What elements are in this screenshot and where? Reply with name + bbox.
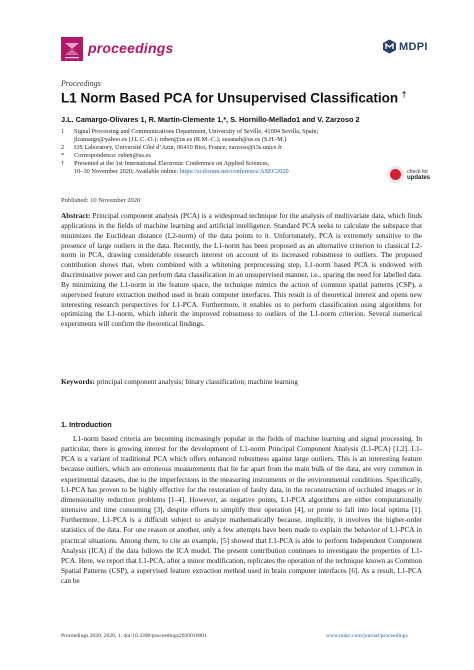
keywords-label: Keywords: [61, 378, 95, 386]
affiliation-emails: jlcamargo@yahoo.es (J.L.C.-O.); ruben@us.es (R.M.-C.); susanah@us.es (S.H.-M.) [74, 136, 287, 143]
affiliation-marker: 2 [61, 144, 65, 151]
affiliation-marker: 1 [61, 128, 65, 135]
abstract-label: Abstract: [61, 212, 91, 220]
published-date: Published: 10 November 2020 [61, 197, 141, 204]
badge-line-2: updates [407, 174, 431, 181]
affiliation-text: Signal Processing and Communications Department, University of Seville, 41004 Sevilla, Spain; [74, 128, 319, 135]
paper-title [61, 90, 406, 106]
paper-title-text: L1 Norm Based PCA for Unsupervised Classification [61, 90, 399, 106]
abstract-text: Principal component analysis (PCA) is a widespread technique for the analysis of multivariate data, which finds applications in the fields of machine learning and artificial intelligence. Standard PCA seeks to calculate the subspace that minimizes the Euclidean distance (L2-norm) of the data points to it. Unfortunately, PCA is extremely sensitive to the presence of large outliers in the data. Recently, the L1-norm has been proposed as an alternative criterion to classical L2-norm in PCA, drawing considerable research interest on account of its increased robustness to outliers. The proposed contribution shows that, when combined with a whitening preprocessing step, L1-norm based PCA is endowed with discriminative power and can perform data classification in an unsupervised manner, i.e., sparing the need for labelled data. By minimizing the L1-norm in the feature space, the technique mimics the action of common spatial patterns (CSP), a supervised feature extraction method used in brain computer interfaces. This result is of theoretical interest and opens new interesting research perspectives for L1-PCA. Furthermore, it enables us to perform classification using algorithms for optimizing the L1-norm, which inherit the improved robustness to outliers of the L1-norm criterion. Several numerical experiments will confirm the theoretical findings. [61, 212, 423, 329]
footer-journal-link[interactable]: www.mdpi.com/journal/proceedings [326, 633, 408, 639]
check-updates-icon [387, 166, 404, 183]
affiliation-text: I3S Laboratory, Université Côté d’Azur, 06410 Biot, France; zarzoso@i3s.unice.fr [74, 144, 283, 151]
journal-kicker: Proceedings [61, 79, 101, 88]
affiliation-marker: † [61, 160, 65, 167]
publisher-name: MDPI [399, 40, 428, 53]
badge-line-1: check for [407, 168, 429, 175]
check-for-updates-badge[interactable] [387, 166, 430, 183]
proceedings-logo-icon [61, 37, 83, 61]
journal-brand: proceedings [88, 40, 174, 56]
section-heading: 1. Introduction [61, 420, 112, 429]
author-list: J.L. Camargo-Olivares 1, R. Martín-Clemente 1,*, S. Hornillo-Mellado1 and V. Zarzoso 2 [61, 115, 360, 124]
affiliation-marker: * [61, 152, 65, 159]
title-dagger: † [401, 90, 407, 99]
conference-link[interactable]: https://sciforum.net/conference/ASEC2020 [179, 168, 289, 175]
abstract [61, 212, 422, 330]
mdpi-mark-icon [382, 39, 397, 54]
publisher-logo [382, 39, 428, 54]
keywords [61, 378, 298, 386]
keywords-text: principal component analysis; binary classification; machine learning [96, 378, 298, 386]
availability-text: 10–30 November 2020; Available online: [74, 168, 180, 175]
badge-label [407, 169, 430, 181]
conference-note-text: Presented at the 1st International Electronic Conference on Applied Sciences, [74, 160, 270, 167]
footer-citation: Proceedings 2020, 2020, 1; doi:10.3390/proceedings2020010001 [61, 633, 207, 639]
correspondence-text: Correspondence: ruben@us.es [74, 152, 151, 159]
introduction-text: L1-norm based criteria are becoming increasingly popular in the fields of machine learning and signal processing. In particular, there is growing interest for the development of L1-norm Principal Component Analysis (L1-PCA) [1,2]. L1-PCA is a variant of traditional PCA which offers enhanced robustness against large outliers. This is an interesting feature because outliers, which are erroneous measurements that lie far apart from the main bulk of the data, are very common in experimental datasets, due to the imperfections in the measuring instruments or the environmental conditions. Specifically, L1-PCA has proven to be highly effective for the restoration of faulty data, in the reconstruction of occluded images or in dimensionality reduction problems [1–4]. However, as negative points, L1-PCA algorithms are either computationally intensive and time consuming [3], despite efforts to simplify their operation [4], or prone to fall into local optima [1]. Furthermore, L1-PCA is a difficult subject to analyze mathematically because, implicitly, it involves the higher-order statistics of the data. For one reason or another, only a few attempts have been made to explain the behavior of L1-PCA in practical situations. Among them, to cite an example, [5] showed that L1-PCA is able to perform Independent Component Analysis (ICA) if the data follows the ICA model. The present contribution continues to investigate the properties of L1-PCA. Here, we report that L1-PCA, after a minor modification, replicates the operation of the technique known as Common Spatial Patterns (CSP), a supervised feature extraction method used in brain computer interfaces [6]. As a result, L1-PCA can be [61, 435, 422, 586]
conference-availability-line [74, 168, 289, 176]
